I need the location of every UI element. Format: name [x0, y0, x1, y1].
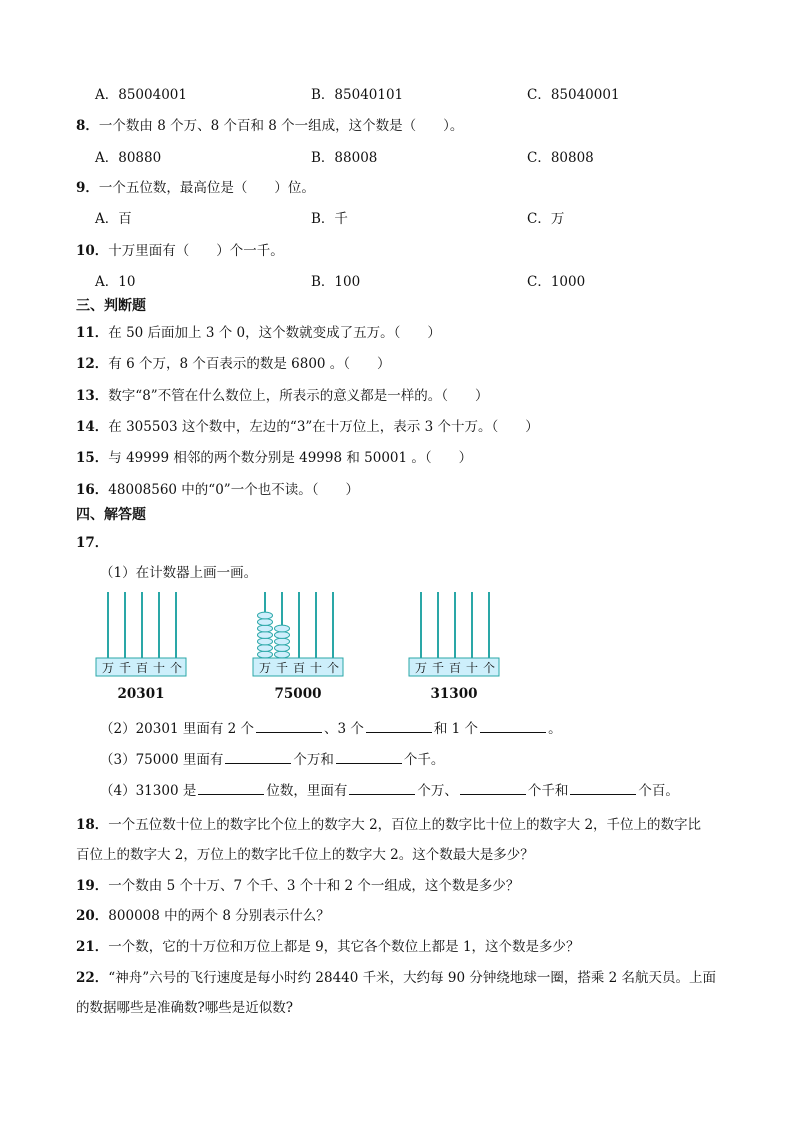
abacus-2-number: 75000	[274, 686, 322, 702]
abacus-2-bead-qian	[275, 632, 290, 639]
abacus-1-label-wan: 万	[101, 661, 115, 675]
abacus-2-label-qian: 千	[275, 661, 289, 675]
abacus-1-label-qian: 千	[118, 661, 132, 675]
q17-sub4: （4）31300 是 位数，里面有 个万、 个千和 个百。	[100, 783, 679, 799]
abacus-3-drawing	[408, 590, 500, 680]
answer-blank[interactable]	[480, 720, 546, 733]
abacus-2-drawing	[252, 590, 344, 680]
abacus-3-label-wan: 万	[414, 661, 428, 675]
q8-option-c: C．80808	[527, 150, 594, 166]
abacus-2	[252, 590, 344, 702]
q22-line2: 的数据哪些是准确数?哪些是近似数?	[76, 1000, 293, 1016]
abacus-1-label-ge: 个	[169, 661, 183, 675]
judge-item: 16．48008560 中的“0”一个也不读。（ ）	[76, 482, 359, 498]
q10-option-c: C．1000	[527, 274, 586, 290]
abacus-2-label-ge: 个	[326, 661, 340, 675]
abacus-2-bead-wan	[258, 632, 273, 639]
q17-sub3: （3）75000 里面有 个万和 个千。	[100, 752, 445, 768]
abacus-1-label-bai: 百	[135, 661, 149, 675]
abacus-1-drawing	[95, 590, 187, 680]
abacus-2-bead-wan	[258, 638, 273, 645]
abacus-3-label-ge: 个	[482, 661, 496, 675]
q10-option-b: B．100	[311, 274, 361, 290]
abacus-2-bead-qian	[275, 651, 290, 658]
q9-option-b: B．千	[311, 211, 348, 227]
abacus-3-label-bai: 百	[448, 661, 462, 675]
section-3-heading: 三、判断题	[76, 298, 146, 314]
judge-item: 12．有 6 个万，8 个百表示的数是 6800 。（ ）	[76, 356, 391, 372]
judge-item: 15．与 49999 相邻的两个数分别是 49998 和 50001 。（ ）	[76, 450, 473, 466]
abacus-2-bead-wan	[258, 612, 273, 619]
abacus-3-number: 31300	[430, 686, 478, 702]
q8-option-b: B．88008	[311, 150, 378, 166]
q19-question: 19．一个数由 5 个十万、7 个千、3 个十和 2 个一组成，这个数是多少？	[76, 878, 520, 894]
q7-option-b: B．85040101	[311, 87, 404, 103]
q17-sub2: （2）20301 里面有 2 个 、3 个 和 1 个 。	[100, 721, 562, 737]
q18-line2: 百位上的数字大 2，万位上的数字比千位上的数字大 2。这个数最大是多少？	[76, 847, 534, 863]
judge-item: 11．在 50 后面加上 3 个 0，这个数就变成了五万。（ ）	[76, 325, 441, 341]
abacus-2-bead-wan	[258, 645, 273, 652]
q10-option-a: A．10	[95, 274, 136, 290]
abacus-3-label-qian: 千	[431, 661, 445, 675]
section-4-heading: 四、解答题	[76, 507, 146, 523]
q7-option-a: A．85004001	[95, 87, 187, 103]
answer-blank[interactable]	[460, 782, 526, 795]
answer-blank[interactable]	[366, 720, 432, 733]
abacus-2-label-bai: 百	[292, 661, 306, 675]
q18-line1: 18．一个五位数十位上的数字比个位上的数字大 2，百位上的数字比十位上的数字大 2，千位上的数字比	[76, 817, 702, 833]
q22-line1: 22．“神舟”六号的飞行速度是每小时约 28440 千米，大约每 90 分钟绕地球一圈，搭乘 2 名航天员。上面	[76, 970, 717, 986]
abacus-2-bead-wan	[258, 619, 273, 626]
q9-option-c: C．万	[527, 211, 565, 227]
abacus-2-bead-wan	[258, 625, 273, 632]
abacus-2-bead-wan	[258, 651, 273, 658]
answer-blank[interactable]	[198, 782, 264, 795]
answer-blank[interactable]	[256, 720, 322, 733]
q7-option-c: C．85040001	[527, 87, 620, 103]
q9-question: 9．一个五位数，最高位是（ ）位。	[76, 180, 315, 196]
answer-blank[interactable]	[336, 751, 402, 764]
q10-question: 10．十万里面有（ ）个一千。	[76, 243, 284, 259]
q21-question: 21．一个数，它的十万位和万位上都是 9，其它各个数位上都是 1，这个数是多少？	[76, 939, 580, 955]
q8-question: 8．一个数由 8 个万、8 个百和 8 个一组成，这个数是（ ）。	[76, 118, 464, 134]
q17-sub1: （1）在计数器上画一画。	[100, 565, 258, 581]
judge-item: 14．在 305503 这个数中，左边的“3”在十万位上，表示 3 个十万。（ ）	[76, 419, 539, 435]
q20-question: 20．800008 中的两个 8 分别表示什么？	[76, 908, 330, 924]
q8-option-a: A．80880	[95, 150, 162, 166]
q9-option-a: A．百	[95, 211, 132, 227]
abacus-1-label-shi: 十	[152, 661, 166, 675]
answer-blank[interactable]	[225, 751, 291, 764]
abacus-3-label-shi: 十	[465, 661, 479, 675]
abacus-2-label-wan: 万	[258, 661, 272, 675]
abacus-2-bead-qian	[275, 645, 290, 652]
abacus-2-bead-qian	[275, 638, 290, 645]
answer-blank[interactable]	[570, 782, 636, 795]
answer-blank[interactable]	[349, 782, 415, 795]
q17-number: 17．	[76, 535, 109, 551]
abacus-2-label-shi: 十	[309, 661, 323, 675]
abacus-1	[95, 590, 187, 702]
abacus-2-bead-qian	[275, 625, 290, 632]
abacus-3	[408, 590, 500, 702]
abacus-1-number: 20301	[117, 686, 165, 702]
judge-item: 13．数字“8”不管在什么数位上，所表示的意义都是一样的。（ ）	[76, 388, 489, 404]
